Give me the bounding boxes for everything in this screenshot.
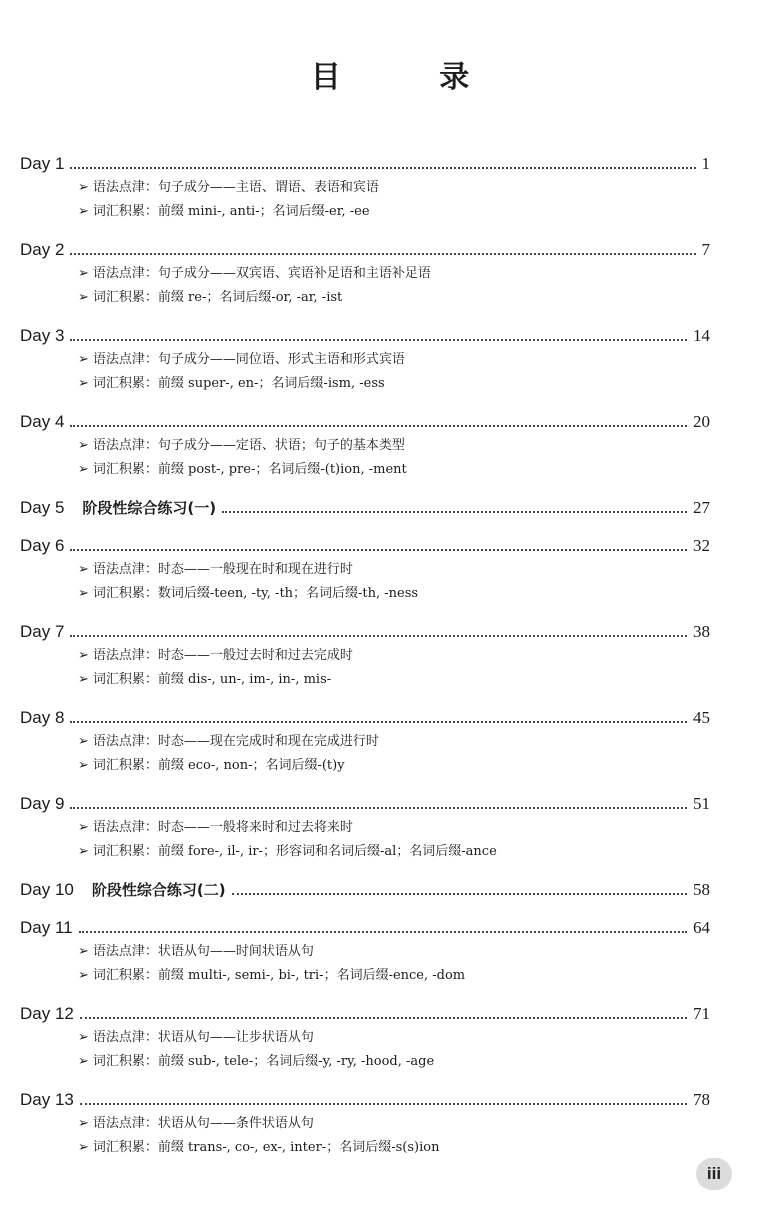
arrow-right-icon: ➢ xyxy=(78,586,89,601)
toc-sub-item xyxy=(78,964,710,988)
toc-sub-item xyxy=(78,200,710,224)
page-number: 51 xyxy=(693,794,710,813)
page-title: 目 录 xyxy=(310,60,514,95)
arrow-right-icon: ➢ xyxy=(78,1116,89,1131)
toc-sub-item xyxy=(78,644,710,668)
toc-sub-item xyxy=(78,176,710,200)
dot-leader xyxy=(222,510,687,513)
sub-item-text: 语法点津：时态——一般过去时和过去完成时 xyxy=(92,648,353,663)
toc-entry[interactable] xyxy=(20,324,710,396)
day-label: Day 8 xyxy=(20,708,65,727)
page-number-badge: iii xyxy=(696,1158,732,1190)
day-label: Day 10 xyxy=(20,880,74,899)
day-label: Day 13 xyxy=(20,1090,74,1109)
arrow-right-icon: ➢ xyxy=(78,968,89,983)
arrow-right-icon: ➢ xyxy=(78,758,89,773)
dot-leader xyxy=(70,806,687,809)
toc-entry[interactable] xyxy=(20,1088,710,1160)
day-label: Day 5 xyxy=(20,498,65,517)
toc-sub-item xyxy=(78,1136,710,1160)
sub-item-text: 语法点津：句子成分——双宾语、宾语补足语和主语补足语 xyxy=(92,266,431,281)
sub-item-text: 语法点津：状语从句——条件状语从句 xyxy=(92,1116,314,1131)
toc-sub-item xyxy=(78,668,710,692)
dot-leader xyxy=(80,1102,687,1105)
toc-entry[interactable] xyxy=(20,410,710,482)
toc-sub-item xyxy=(78,558,710,582)
toc-sub-item xyxy=(78,458,710,482)
toc-entry[interactable] xyxy=(20,916,710,988)
toc-entry[interactable] xyxy=(20,878,710,902)
toc-entry-header[interactable] xyxy=(20,1088,710,1112)
arrow-right-icon: ➢ xyxy=(78,266,89,281)
page-number: 58 xyxy=(693,880,710,899)
arrow-right-icon: ➢ xyxy=(78,1140,89,1155)
sub-item-text: 词汇积累：前缀 sub-, tele-；名词后缀-y, -ry, -hood, -age xyxy=(92,1054,435,1069)
page-number: 14 xyxy=(693,326,710,345)
toc-entry-header[interactable] xyxy=(20,792,710,816)
arrow-right-icon: ➢ xyxy=(78,204,89,219)
sub-item-text: 词汇积累：前缀 trans-, co-, ex-, inter-；名词后缀-s(s)ion xyxy=(92,1140,440,1155)
sub-item-text: 语法点津：时态——现在完成时和现在完成进行时 xyxy=(92,734,379,749)
dot-leader xyxy=(70,252,695,255)
toc-sub-item xyxy=(78,840,710,864)
day-label: Day 1 xyxy=(20,154,65,173)
dot-leader xyxy=(70,634,687,637)
page-number: 64 xyxy=(693,918,710,937)
dot-leader xyxy=(70,338,687,341)
arrow-right-icon: ➢ xyxy=(78,944,89,959)
dot-leader xyxy=(70,720,687,723)
sub-item-text: 词汇积累：前缀 super-, en-；名词后缀-ism, -ess xyxy=(92,376,385,391)
section-title: 阶段性综合练习(一) xyxy=(82,499,217,517)
arrow-right-icon: ➢ xyxy=(78,438,89,453)
arrow-right-icon: ➢ xyxy=(78,562,89,577)
toc-entry-header[interactable] xyxy=(20,534,710,558)
sub-item-text: 语法点津：状语从句——让步状语从句 xyxy=(92,1030,314,1045)
sub-item-text: 语法点津：句子成分——同位语、形式主语和形式宾语 xyxy=(92,352,405,367)
toc-sub-item xyxy=(78,816,710,840)
toc-entry[interactable] xyxy=(20,792,710,864)
arrow-right-icon: ➢ xyxy=(78,180,89,195)
day-label: Day 9 xyxy=(20,794,65,813)
toc-entry[interactable] xyxy=(20,1002,710,1074)
toc-entry-header[interactable] xyxy=(20,878,710,902)
arrow-right-icon: ➢ xyxy=(78,352,89,367)
toc-entry[interactable] xyxy=(20,496,710,520)
page-number: 78 xyxy=(693,1090,710,1109)
toc-sub-item xyxy=(78,262,710,286)
toc-entry-header[interactable] xyxy=(20,916,710,940)
toc-sub-item xyxy=(78,1112,710,1136)
dot-leader xyxy=(79,930,687,933)
toc-entry[interactable] xyxy=(20,620,710,692)
section-title: 阶段性综合练习(二) xyxy=(91,881,226,899)
dot-leader xyxy=(232,892,687,895)
arrow-right-icon: ➢ xyxy=(78,648,89,663)
arrow-right-icon: ➢ xyxy=(78,1030,89,1045)
arrow-right-icon: ➢ xyxy=(78,820,89,835)
toc-entry-header[interactable] xyxy=(20,1002,710,1026)
page-number: 1 xyxy=(701,154,710,173)
day-label: Day 3 xyxy=(20,326,65,345)
page-number: 71 xyxy=(693,1004,710,1023)
arrow-right-icon: ➢ xyxy=(78,672,89,687)
sub-item-text: 词汇积累：前缀 post-, pre-；名词后缀-(t)ion, -ment xyxy=(92,462,407,477)
sub-item-text: 语法点津：句子成分——主语、谓语、表语和宾语 xyxy=(92,180,379,195)
arrow-right-icon: ➢ xyxy=(78,1054,89,1069)
toc-sub-item xyxy=(78,348,710,372)
toc-sub-item xyxy=(78,582,710,606)
sub-item-text: 语法点津：时态——一般现在时和现在进行时 xyxy=(92,562,353,577)
sub-item-text: 词汇积累：前缀 mini-, anti-；名词后缀-er, -ee xyxy=(92,204,370,219)
day-label: Day 2 xyxy=(20,240,65,259)
day-label: Day 11 xyxy=(20,918,73,937)
sub-item-text: 语法点津：状语从句——时间状语从句 xyxy=(92,944,314,959)
page-number: 20 xyxy=(693,412,710,431)
toc-entry-header[interactable] xyxy=(20,410,710,434)
toc-entry-header[interactable] xyxy=(20,706,710,730)
toc-sub-item xyxy=(78,730,710,754)
day-label: Day 12 xyxy=(20,1004,74,1023)
arrow-right-icon: ➢ xyxy=(78,734,89,749)
toc-entry-header[interactable] xyxy=(20,238,710,262)
toc-sub-item xyxy=(78,1050,710,1074)
toc-sub-item xyxy=(78,286,710,310)
sub-item-text: 语法点津：时态——一般将来时和过去将来时 xyxy=(92,820,353,835)
sub-item-text: 词汇积累：前缀 dis-, un-, im-, in-, mis- xyxy=(92,672,332,687)
page-number: 27 xyxy=(693,498,710,517)
toc-sub-item xyxy=(78,1026,710,1050)
page-number: 45 xyxy=(693,708,710,727)
toc-entry-header[interactable] xyxy=(20,324,710,348)
page-number: 32 xyxy=(693,536,710,555)
page-number: 38 xyxy=(693,622,710,641)
toc-entry-header[interactable] xyxy=(20,620,710,644)
toc-entry[interactable] xyxy=(20,706,710,778)
toc-entry[interactable] xyxy=(20,152,710,224)
toc-sub-item xyxy=(78,372,710,396)
toc-entry[interactable] xyxy=(20,534,710,606)
dot-leader xyxy=(70,166,695,169)
dot-leader xyxy=(80,1016,687,1019)
dot-leader xyxy=(70,548,687,551)
toc-sub-item xyxy=(78,754,710,778)
arrow-right-icon: ➢ xyxy=(78,462,89,477)
toc-sub-item xyxy=(78,940,710,964)
toc-sub-item xyxy=(78,434,710,458)
sub-item-text: 语法点津：句子成分——定语、状语；句子的基本类型 xyxy=(92,438,405,453)
arrow-right-icon: ➢ xyxy=(78,290,89,305)
toc-entry-header[interactable] xyxy=(20,496,710,520)
table-of-contents xyxy=(20,152,710,1174)
toc-entry[interactable] xyxy=(20,238,710,310)
page-number: 7 xyxy=(701,240,710,259)
day-label: Day 6 xyxy=(20,536,65,555)
toc-entry-header[interactable] xyxy=(20,152,710,176)
sub-item-text: 词汇积累：前缀 multi-, semi-, bi-, tri-；名词后缀-ence, -dom xyxy=(92,968,466,983)
day-label: Day 7 xyxy=(20,622,65,641)
sub-item-text: 词汇积累：前缀 re-；名词后缀-or, -ar, -ist xyxy=(92,290,343,305)
day-label: Day 4 xyxy=(20,412,65,431)
sub-item-text: 词汇积累：前缀 eco-, non-；名词后缀-(t)y xyxy=(92,758,345,773)
arrow-right-icon: ➢ xyxy=(78,844,89,859)
sub-item-text: 词汇积累：前缀 fore-, il-, ir-；形容词和名词后缀-al；名词后缀-ance xyxy=(92,844,497,859)
dot-leader xyxy=(70,424,687,427)
sub-item-text: 词汇积累：数词后缀-teen, -ty, -th；名词后缀-th, -ness xyxy=(92,586,419,601)
arrow-right-icon: ➢ xyxy=(78,376,89,391)
